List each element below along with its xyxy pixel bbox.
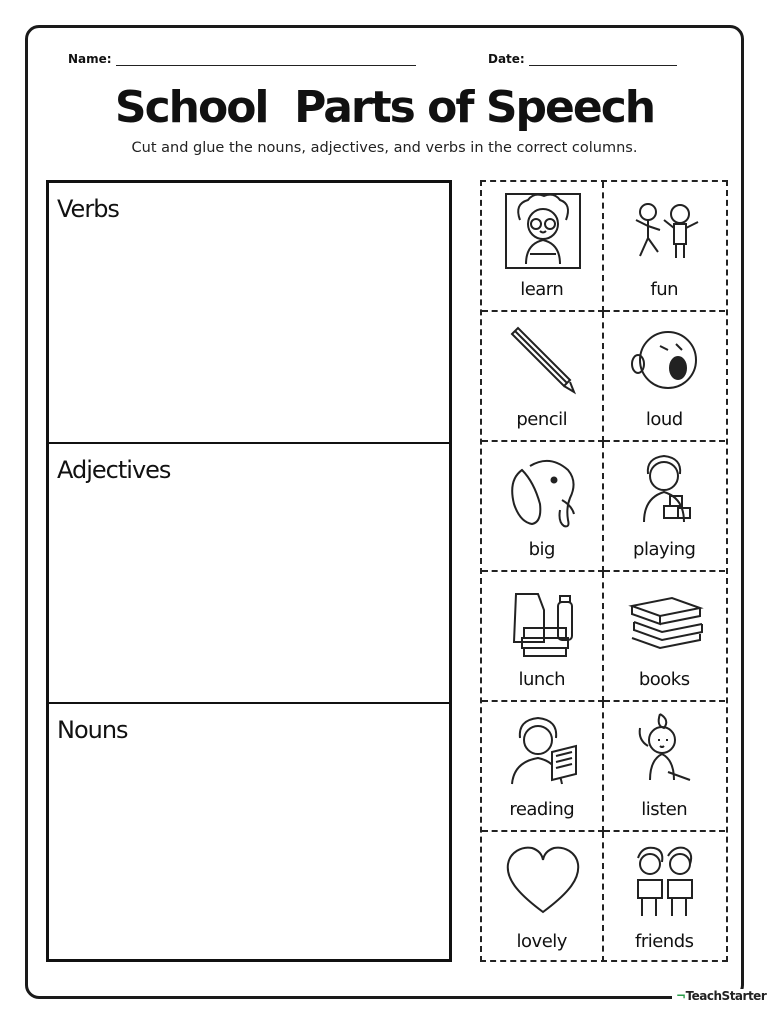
card-word: pencil <box>516 409 568 430</box>
lunchbox-icon <box>502 580 584 662</box>
kids-playing-icon <box>624 190 706 272</box>
name-field[interactable] <box>68 52 416 66</box>
nouns-label: Nouns <box>57 716 128 744</box>
card-word: playing <box>633 539 696 560</box>
cut-out-cards <box>480 180 728 962</box>
brand-name: TeachStarter <box>685 989 767 1003</box>
name-label: Name: <box>68 52 112 66</box>
card-word: friends <box>634 931 694 952</box>
date-line <box>529 56 677 66</box>
instructions: Cut and glue the nouns, adjectives, and verbs in the correct columns. <box>131 140 638 156</box>
card-learn[interactable] <box>482 182 604 312</box>
shouting-face-icon <box>624 320 706 402</box>
card-word: reading <box>509 799 575 820</box>
sorting-columns <box>46 180 452 962</box>
card-lunch[interactable] <box>482 572 604 702</box>
nouns-column <box>49 702 449 959</box>
card-listen[interactable] <box>604 702 726 832</box>
adjectives-label: Adjectives <box>57 456 171 484</box>
card-friends[interactable] <box>604 832 726 962</box>
two-friends-icon <box>624 840 706 922</box>
card-word: books <box>638 669 690 690</box>
brand-logo <box>672 989 768 1003</box>
boy-with-glasses-icon <box>502 190 584 272</box>
worksheet <box>25 25 744 999</box>
heart-icon <box>502 840 584 922</box>
girl-reading-icon <box>502 710 584 792</box>
page-title: School Parts of Speech <box>114 82 655 133</box>
card-word: fun <box>650 279 679 300</box>
verbs-column <box>49 183 449 442</box>
date-field[interactable] <box>488 52 677 66</box>
card-word: big <box>528 539 555 560</box>
card-word: listen <box>641 799 688 820</box>
book-stack-icon <box>624 580 706 662</box>
girl-listening-icon <box>624 710 706 792</box>
card-word: lovely <box>516 931 567 952</box>
verbs-label: Verbs <box>57 195 119 223</box>
date-label: Date: <box>488 52 525 66</box>
card-lovely[interactable] <box>482 832 604 962</box>
card-word: loud <box>645 409 683 430</box>
card-big[interactable] <box>482 442 604 572</box>
elephant-icon <box>502 450 584 532</box>
pencil-icon <box>502 320 584 402</box>
name-line <box>116 56 416 66</box>
card-reading[interactable] <box>482 702 604 832</box>
child-with-blocks-icon <box>624 450 706 532</box>
adjectives-column <box>49 442 449 702</box>
card-word: learn <box>520 279 564 300</box>
brand-mark-icon: ¬ <box>676 989 686 1003</box>
card-word: lunch <box>518 669 566 690</box>
card-fun[interactable] <box>604 182 726 312</box>
card-books[interactable] <box>604 572 726 702</box>
card-playing[interactable] <box>604 442 726 572</box>
card-pencil[interactable] <box>482 312 604 442</box>
card-loud[interactable] <box>604 312 726 442</box>
